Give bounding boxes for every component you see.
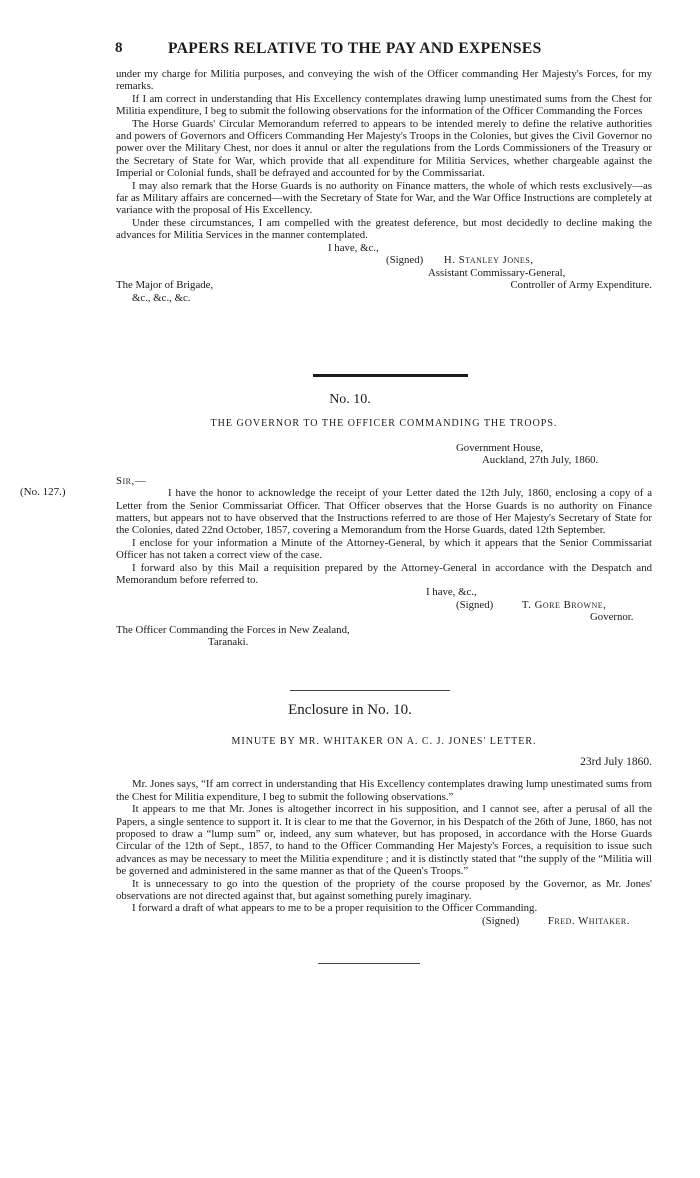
signatory-name: Fred. Whitaker. — [547, 914, 630, 927]
letter-1-paragraph: I may also remark that the Horse Guards is no authority on Finance matters, the whole of which rests exclusively—as far as Military affairs are concerned—with the Secretary of State for War, and the War Office Instructions are completely at variance with the proposal of His Excellency. — [116, 179, 652, 217]
letter-2-paragraph: I forward also by this Mail a requisition prepared by the Attorney-General in accordance with the Despatch and Memorandum before referred to. — [116, 561, 652, 587]
signatory-name: H. Stanley Jones, — [443, 254, 534, 267]
section-divider — [313, 374, 468, 377]
salutation: Sir,— — [116, 474, 147, 487]
letter-1-body — [116, 68, 652, 304]
letter-1-paragraph: under my charge for Militia purposes, and conveying the wish of the Officer commanding Her Majesty's Forces, for my remarks. — [116, 68, 652, 93]
letter-1-signature — [386, 254, 652, 266]
enclosure-paragraph: I forward a draft of what appears to me to be a proper requisition to the Officer Commanding. — [132, 902, 538, 915]
signatory-title: Controller of Army Expenditure. — [510, 278, 652, 291]
letter-2-signature — [456, 599, 652, 611]
addressee-line: The Major of Brigade, — [116, 278, 214, 291]
enclosure-body — [116, 756, 652, 927]
signatory-name: T. Gore Browne, — [521, 598, 607, 611]
addressee-line: &c., &c., &c. — [132, 291, 191, 304]
letter-2-paragraph: I enclose for your information a Minute of the Attorney-General, by which it appears that the Senior Commissariat Officer has not taken a correct view of the case. — [116, 536, 652, 562]
enclosure-title: Enclosure in No. 10. — [288, 702, 412, 718]
address-line: Government House, — [456, 442, 543, 454]
signed-label: (Signed) — [386, 254, 424, 267]
document-number: No. 10. — [329, 392, 371, 407]
signatory-title: Assistant Commissary-General, — [428, 266, 566, 279]
margin-note: (No. 127.) — [20, 486, 66, 498]
enclosure-paragraph: It is unnecessary to go into the question of the propriety of the course proposed by the Governor, as Mr. Jones' observations are not directed against that, but against something purely imaginary. — [116, 877, 652, 903]
address-line: Auckland, 27th July, 1860. — [482, 454, 599, 467]
letter-1-paragraph: Under these circumstances, I am compelled with the greatest deference, but most decidedly to decline making the advances for Militia Services in the manner contemplated. — [116, 216, 652, 242]
page-number: 8 — [115, 40, 123, 56]
letter-1-paragraph: If I am correct in understanding that His Excellency contemplates drawing lump unestimated sums from the Chest for Militia expenditure, I beg to submit the following observations for the information of the Officer Commanding the Forces — [116, 92, 652, 118]
running-title: PAPERS RELATIVE TO THE PAY AND EXPENSES — [168, 40, 542, 57]
letter-2-close: I have, &c., — [426, 586, 477, 599]
letter-1-paragraph: The Horse Guards' Circular Memorandum referred to appears to be intended merely to define the relative authorities and powers of Governors and Officers Commanding Her Majesty's Troops in the Colonies, but gives the Civil Governor no power over the Military Chest, nor does it annul or alter the regulations from the Lords Commissioners of the Treasury or the Secretary of State for War, which provide that all expenditure for Militia Services, whether chargeable against the Imperial or Colonial funds, shall be defrayed and accounted for by the Commissariat. — [116, 117, 652, 180]
enclosure-paragraph: Mr. Jones says, “If am correct in understanding that His Excellency contemplates drawing lump unestimated sums from the Chest for Militia expenditure, I beg to submit the following observations.” — [116, 778, 652, 803]
addressee-line: The Officer Commanding the Forces in New Zealand, — [116, 623, 350, 636]
enclosure-date: 23rd July 1860. — [580, 756, 652, 768]
signed-label: (Signed) — [456, 598, 494, 611]
letter-1-close: I have, &c., — [328, 241, 379, 254]
letter-2-paragraph: I have the honor to acknowledge the receipt of your Letter dated the 12th July, 1860, enclosing a copy of a Letter from the Senior Commissariat Officer. That Officer observes that the Horse Guards is no authority on Finance matters, but appears not to have observed that the Instructions referred to are those of Her Majesty's Secretary of State for the Colonies, dated 22nd October, 1857, covering a Memorandum from the Horse Guards, dated 12th September. — [116, 487, 652, 537]
section-divider — [290, 690, 450, 691]
signed-label: (Signed) — [482, 914, 520, 927]
enclosure-paragraph: It appears to me that Mr. Jones is altogether incorrect in his supposition, and I cannot see, after a perusal of all the Papers, a single sentence to support it. It is clear to me that the Governor, in his Despatch of the 26th of June, 1860, has not proposed to draw a “lump sum” or, indeed, any sum whatever, but has proposed, in accordance with the Horse Guards Circular of the 12th of Sept., 1857, to hand to the Officer Commanding Her Majesty's Forces, a requisition to issue such advances as may be necessary to meet the Militia expenditure ; and it is distinctly stated that “the supply of the “Militia will be governed and administered in the same manner as that of the Queen's Troops.” — [116, 803, 652, 878]
letter-2-body — [116, 442, 652, 649]
signatory-title: Governor. — [590, 611, 634, 624]
enclosure-heading: MINUTE BY MR. WHITAKER ON A. C. J. JONES' LETTER. — [231, 736, 537, 747]
section-divider — [318, 963, 420, 964]
enclosure-signature — [482, 915, 652, 927]
addressee-line: Taranaki. — [208, 636, 249, 649]
document-heading: THE GOVERNOR TO THE OFFICER COMMANDING THE TROOPS. — [210, 418, 558, 429]
